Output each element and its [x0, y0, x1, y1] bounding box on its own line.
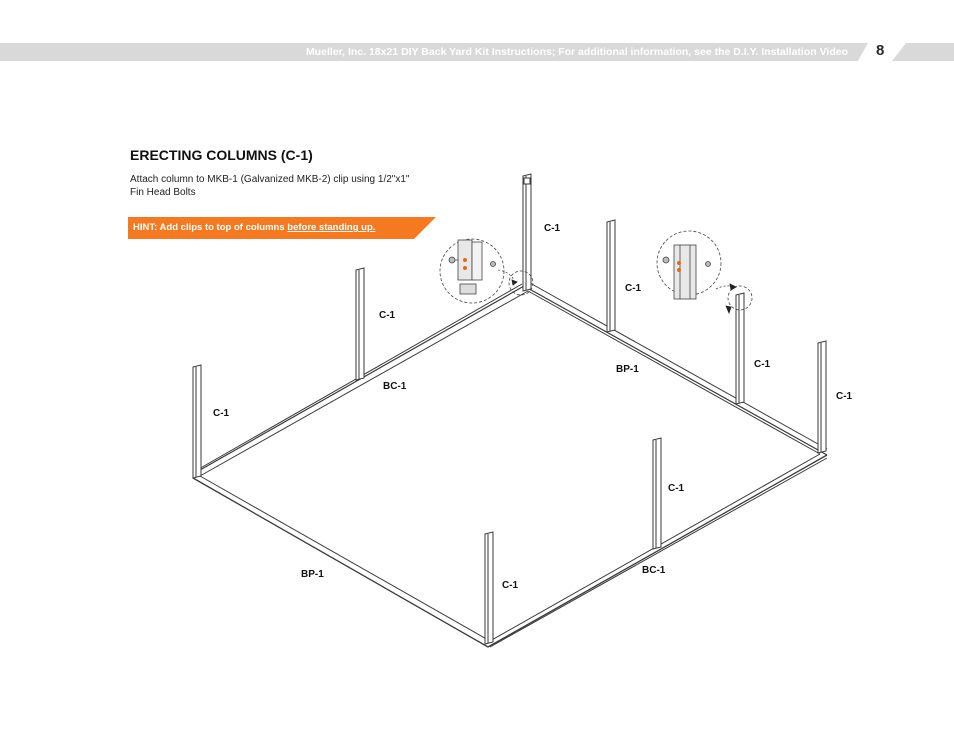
hint-prefix: HINT: Add clips to top of columns	[133, 222, 288, 233]
instructions-text: Attach column to MKB-1 (Galvanized MKB-2) clip using 1/2"x1" Fin Head Bolts	[130, 174, 410, 198]
label-c1-right-corner: C-1	[836, 391, 853, 402]
label-c1-left-middle: C-1	[379, 310, 396, 321]
section-title: ERECTING COLUMNS (C-1)	[130, 147, 313, 163]
page-number: 8	[876, 42, 885, 59]
column-c1-back-corner	[523, 174, 531, 291]
column-c1-back-right	[607, 220, 615, 332]
column-c1-left-corner	[193, 365, 201, 478]
label-c1-back-corner: C-1	[544, 223, 561, 234]
label-bp1-back: BP-1	[616, 364, 639, 375]
base-plate-front-left	[193, 455, 827, 647]
label-c1-right-middle: C-1	[754, 359, 771, 370]
label-c1-left-corner: C-1	[213, 408, 230, 419]
label-bc1-left: BC-1	[383, 381, 407, 392]
column-c1-right-corner	[818, 341, 826, 453]
clip-detail-left	[440, 239, 533, 303]
label-bc1-front: BC-1	[642, 565, 666, 576]
hint-emphasis: before standing up.	[287, 222, 376, 233]
label-c1-front: C-1	[502, 580, 519, 591]
label-bp1-front: BP-1	[301, 569, 324, 580]
column-c1-front-right	[653, 438, 661, 549]
column-c1-left-middle	[356, 268, 364, 380]
header-title: Mueller, Inc. 18x21 DIY Back Yard Kit Instructions; For additional information, see the D.I.Y. Installation Video	[305, 46, 848, 58]
label-c1-front-right: C-1	[668, 483, 685, 494]
label-c1-back-right: C-1	[625, 283, 642, 294]
column-c1-front	[485, 532, 493, 644]
